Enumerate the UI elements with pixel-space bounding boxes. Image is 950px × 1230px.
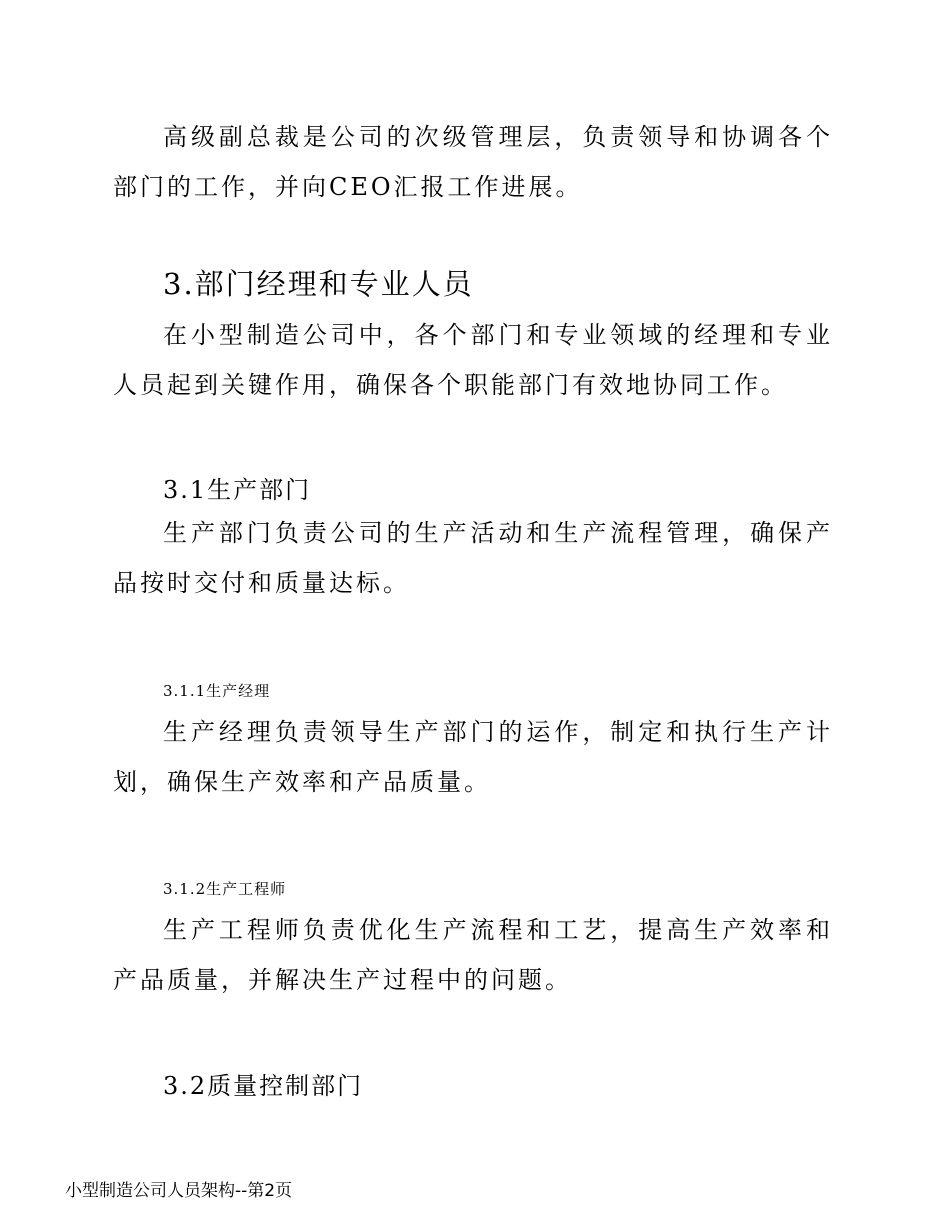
heading-3-1-1-production-manager: 3.1.1生产经理	[163, 682, 271, 700]
heading-3-1-production-department: 3.1生产部门	[163, 476, 312, 504]
heading-3-1-2-production-engineer: 3.1.2生产工程师	[163, 880, 287, 898]
paragraph-senior-vp: 高级副总裁是公司的次级管理层，负责领导和协调各个部门的工作，并向CEO汇报工作进展。	[113, 123, 833, 201]
paragraph-department-managers: 在小型制造公司中，各个部门和专业领域的经理和专业人员起到关键作用，确保各个职能部门有效地协同工作。	[113, 321, 833, 399]
paragraph-production-department: 生产部门负责公司的生产活动和生产流程管理，确保产品按时交付和质量达标。	[113, 519, 833, 597]
heading-3-department-managers: 3.部门经理和专业人员	[163, 267, 474, 301]
paragraph-production-manager: 生产经理负责领导生产部门的运作，制定和执行生产计划，确保生产效率和产品质量。	[113, 718, 833, 796]
page-footer: 小型制造公司人员架构--第2页	[65, 1181, 293, 1201]
heading-3-2-quality-control: 3.2质量控制部门	[163, 1072, 364, 1100]
paragraph-production-engineer: 生产工程师负责优化生产流程和工艺，提高生产效率和产品质量，并解决生产过程中的问题。	[113, 916, 833, 994]
